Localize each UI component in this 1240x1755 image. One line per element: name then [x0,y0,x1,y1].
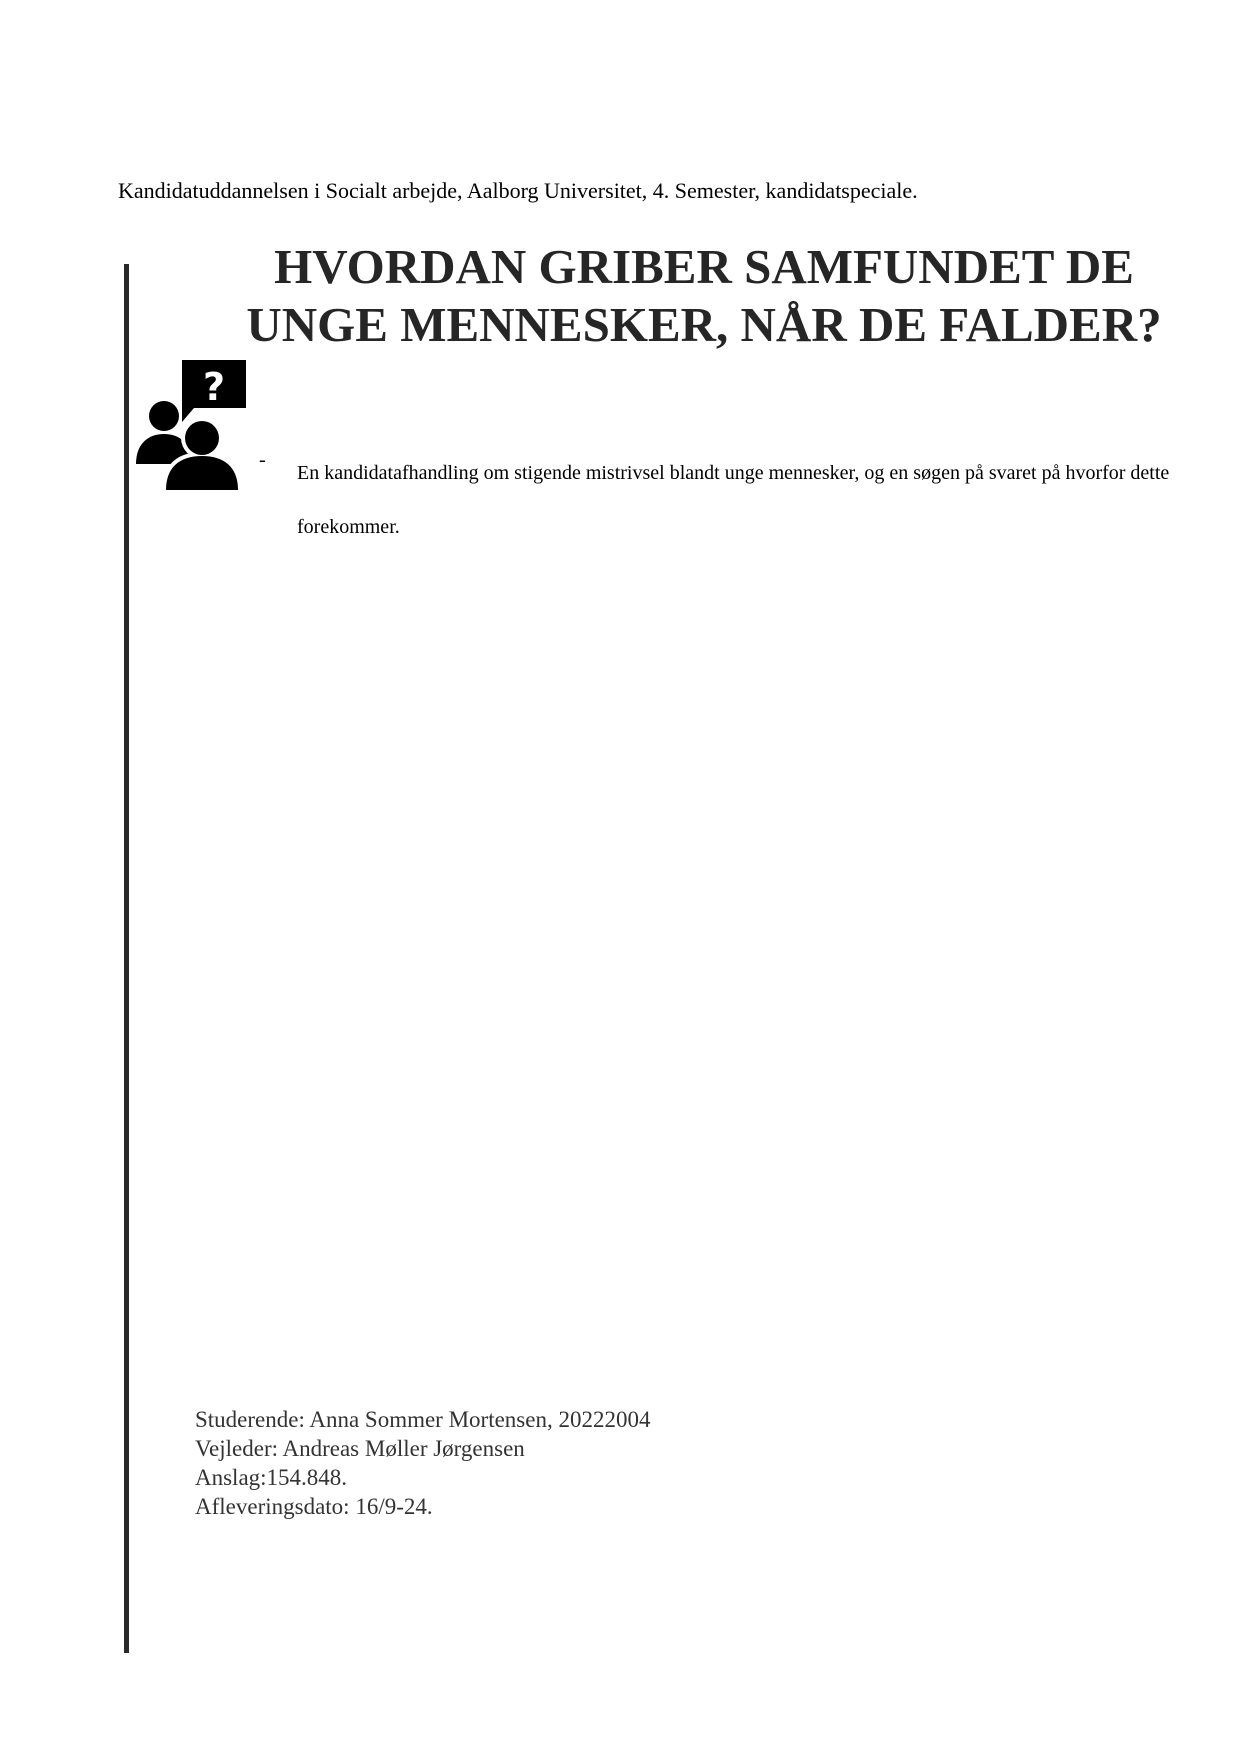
people-question-icon [136,360,250,490]
program-header: Kandidatuddannelsen i Socialt arbejde, Aalborg Universitet, 4. Semester, kandidatspeciale. [118,178,918,203]
subtitle-bullet: - [259,449,266,471]
thesis-title-line-1: HVORDAN GRIBER SAMFUNDET DE [274,239,1134,294]
thesis-title [228,238,1180,354]
character-count-line: Anslag:154.848. [195,1465,348,1490]
thesis-title-line-2: UNGE MENNESKER, NÅR DE FALDER? [246,297,1162,352]
due-date-line: Afleveringsdato: 16/9-24. [195,1494,433,1519]
left-vertical-rule [124,264,129,1653]
thesis-info-block [195,1405,650,1521]
student-line: Studerende: Anna Sommer Mortensen, 20222004 [195,1407,651,1432]
svg-text:?: ? [202,365,226,409]
thesis-subtitle: En kandidatafhandling om stigende mistrivsel blandt unge mennesker, og en søgen på svaret på hvorfor dette forekommer. [297,462,1170,538]
supervisor-line: Vejleder: Andreas Møller Jørgensen [195,1436,525,1461]
